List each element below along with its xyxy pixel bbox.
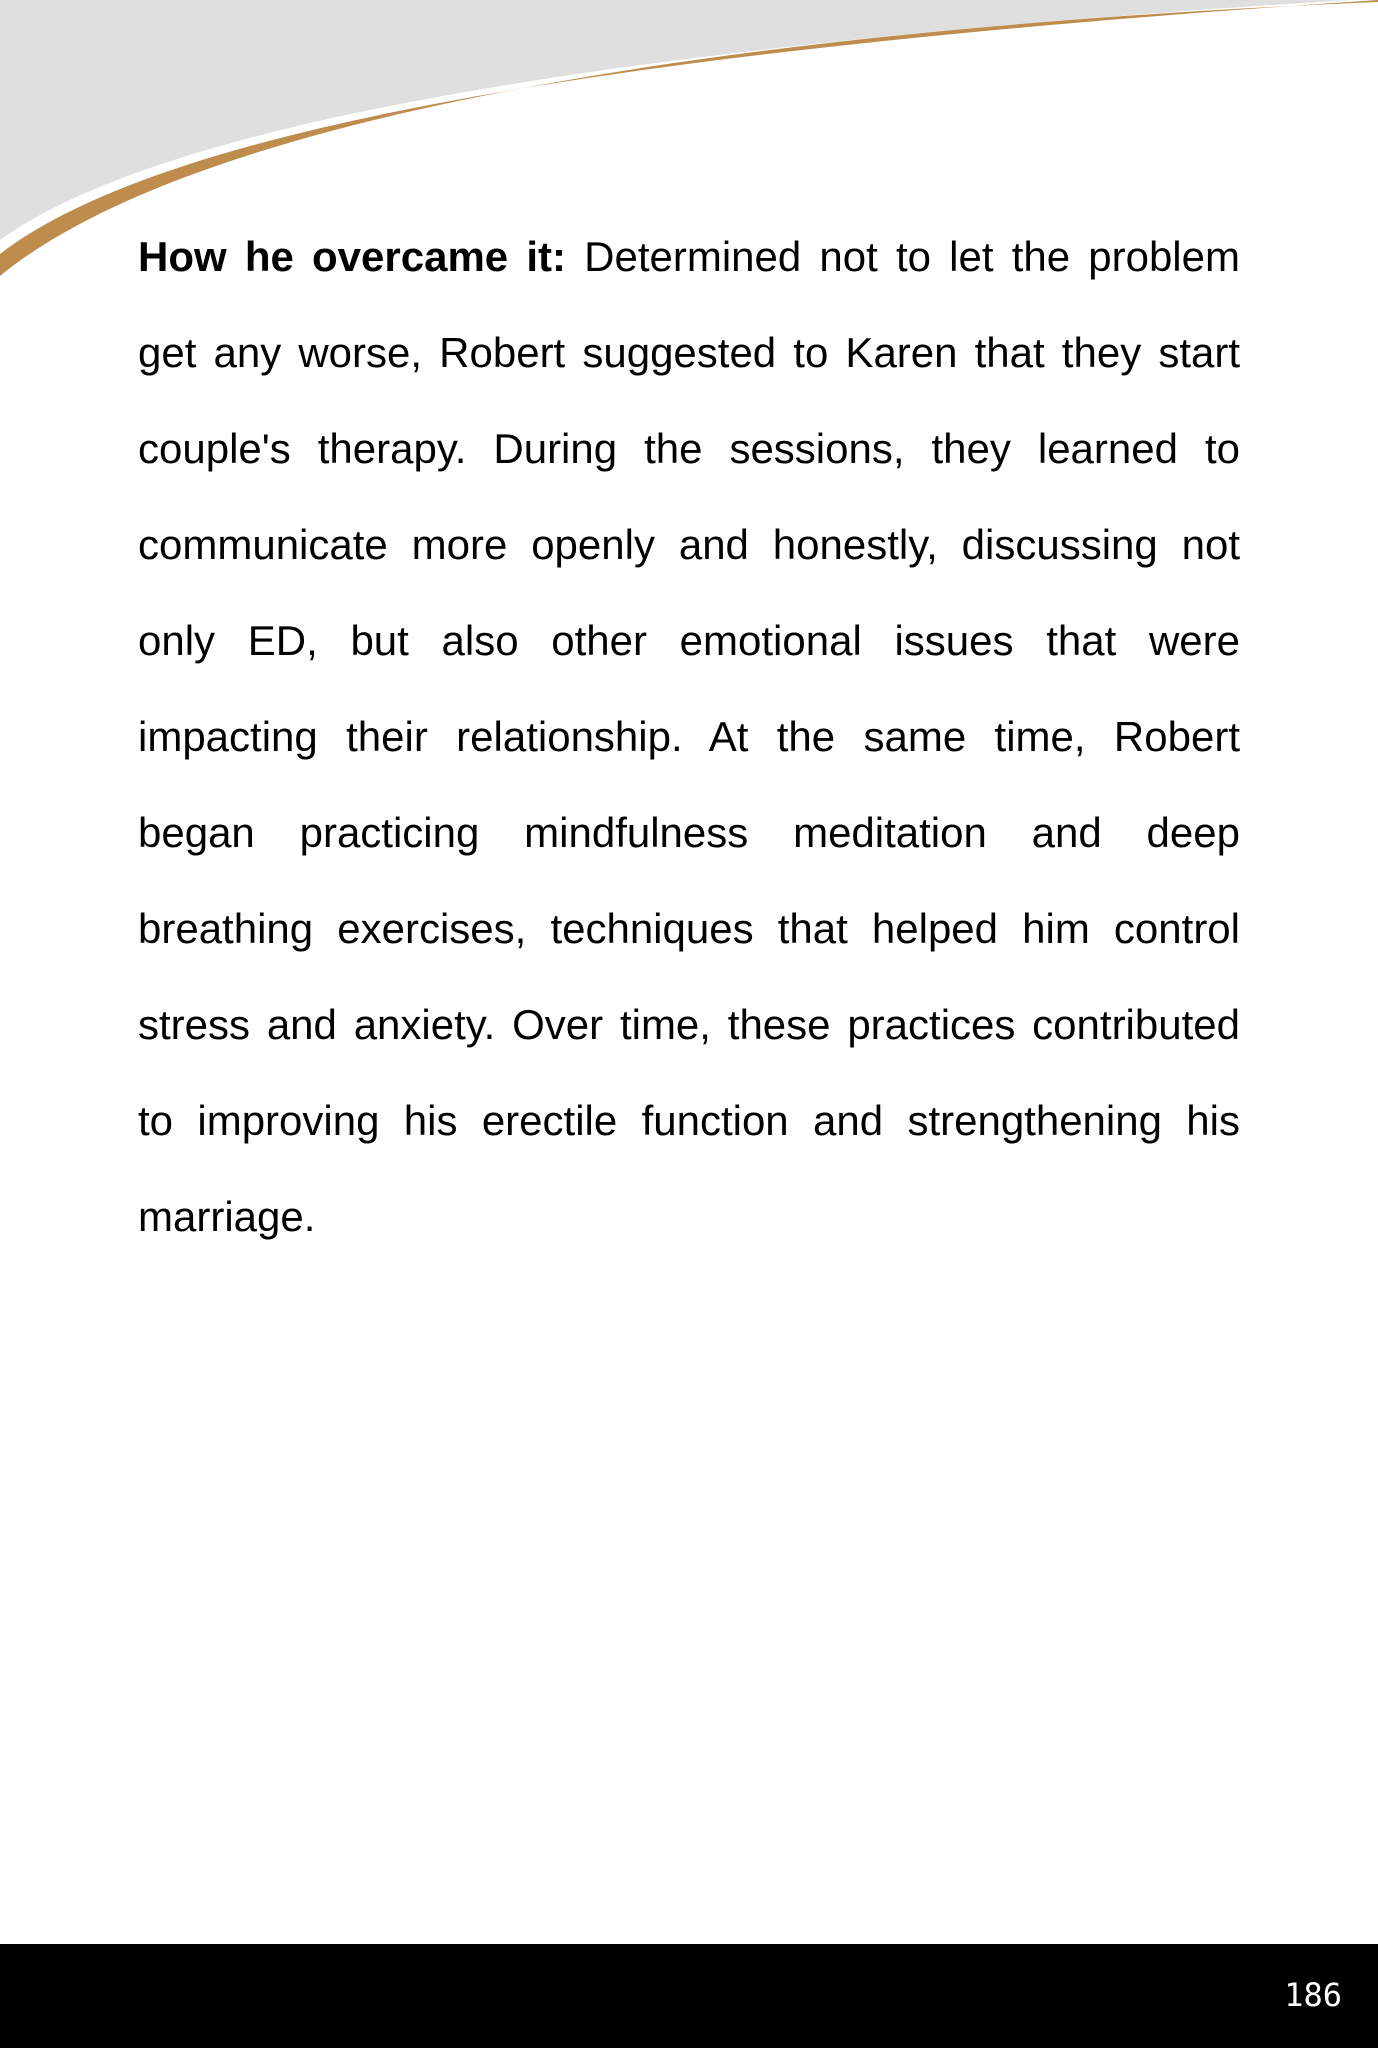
paragraph-text: Determined not to let the problem get any worse, Robert suggested to Karen that they start couple's therapy. During the sessions, they learned to communicate more openly and honestly, discussing not only ED, but also other emotional issues that were impacting their relationship. At the same time, Robert began practicing mindfulness meditation and deep breathing exercises, techniques that helped him control stress and anxiety. Over time, these practices contributed to improving his erectile function and strengthening his marriage. xyxy=(138,233,1240,1240)
corner-gray-fill xyxy=(0,0,1350,240)
page-number: 186 xyxy=(1284,1976,1342,2014)
footer-bar xyxy=(0,1944,1378,2048)
lead-in-heading: How he overcame it: xyxy=(138,233,566,280)
body-paragraph xyxy=(138,209,1240,1265)
